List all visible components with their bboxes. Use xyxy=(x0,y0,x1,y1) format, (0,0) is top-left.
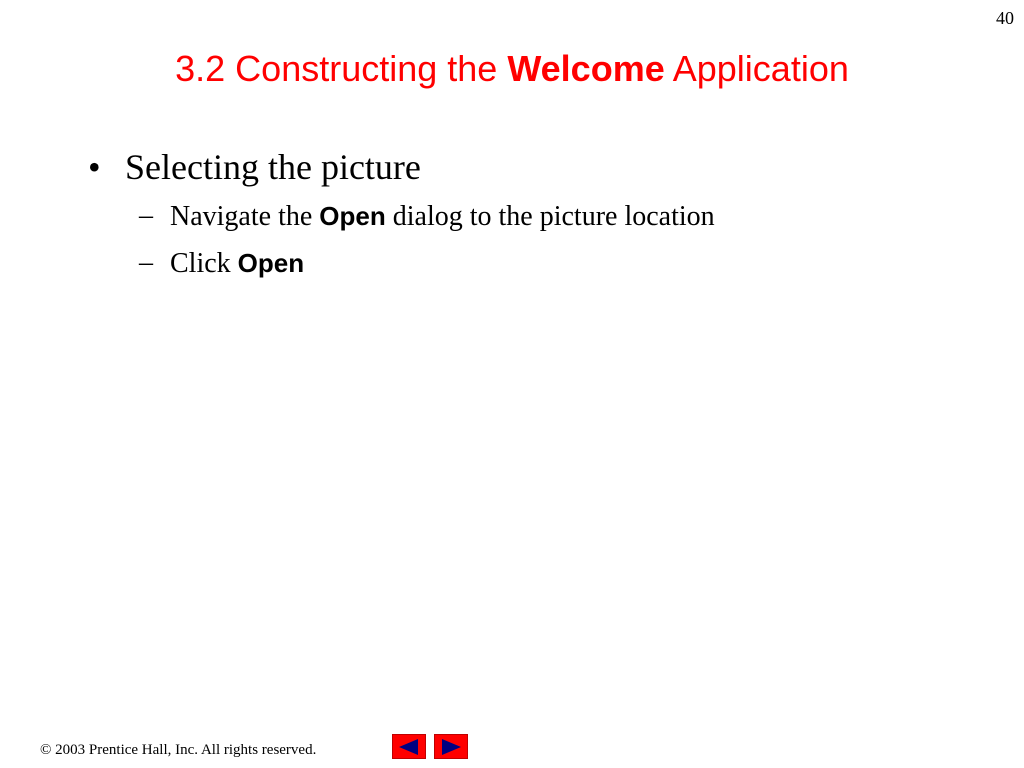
sub-bullet-item xyxy=(88,198,715,235)
copyright-text: 2003 Prentice Hall, Inc. All rights reserved. xyxy=(51,742,317,758)
sub-bullet-item xyxy=(88,245,715,282)
sub-bullet-marker: – xyxy=(139,247,153,278)
bullet-item xyxy=(88,146,715,188)
slide-navigation xyxy=(392,734,468,759)
sub-bullet-bold: Open xyxy=(237,248,305,278)
sub-bullet-marker: – xyxy=(139,200,153,231)
sub-bullet-list xyxy=(88,198,715,282)
previous-slide-button[interactable] xyxy=(392,734,426,759)
next-slide-button[interactable] xyxy=(434,734,468,759)
bullet-list xyxy=(88,146,715,282)
slide-title-suffix: Application xyxy=(664,48,849,89)
sub-bullet-bold: Open xyxy=(319,201,386,231)
slide-title-bold: Welcome xyxy=(507,48,665,89)
bullet-text: Selecting the picture xyxy=(125,147,421,187)
bullet-marker: • xyxy=(88,147,101,187)
slide-title xyxy=(0,48,1024,90)
sub-bullet-prefix: Click xyxy=(170,248,238,279)
triangle-right-icon xyxy=(439,738,463,756)
sub-bullet-suffix: dialog to the picture location xyxy=(385,201,715,232)
sub-bullet-container xyxy=(88,198,715,282)
slide-title-prefix: 3.2 Constructing the xyxy=(175,48,508,89)
triangle-left-icon xyxy=(397,738,421,756)
copyright-footer xyxy=(40,742,316,759)
sub-bullet-prefix: Navigate the xyxy=(170,201,320,232)
copyright-symbol: © xyxy=(40,742,52,758)
page-number: 40 xyxy=(996,8,1014,28)
